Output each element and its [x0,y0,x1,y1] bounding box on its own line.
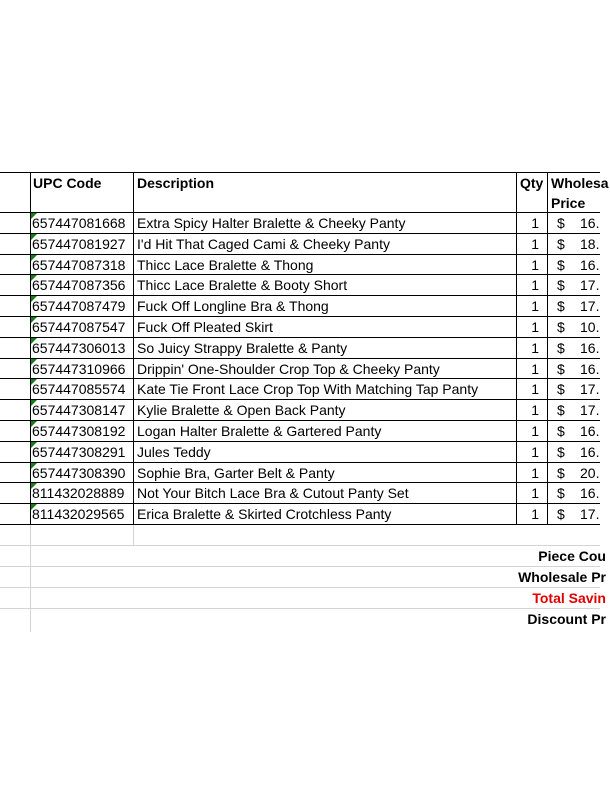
currency-cell[interactable]: $ [557,506,565,523]
description-cell[interactable]: Thicc Lace Bralette & Thong [137,256,314,273]
currency-cell[interactable]: $ [557,360,565,377]
qty-cell[interactable]: 1 [531,256,539,273]
currency-cell[interactable]: $ [557,423,565,439]
price-cell[interactable]: 17. [580,506,600,523]
currency-cell[interactable]: $ [557,339,565,356]
description-cell[interactable]: Fuck Off Longline Bra & Thong [137,298,329,315]
upc-cell[interactable]: 811432029565 [32,506,125,523]
description-cell[interactable]: Kylie Bralette & Open Back Panty [137,402,346,419]
upc-cell[interactable]: 657447308291 [32,443,126,460]
description-cell[interactable]: So Juicy Strappy Bralette & Panty [137,339,348,356]
description-cell[interactable]: Extra Spicy Halter Bralette & Cheeky Panty [137,215,406,231]
total-savings-label: Total Savin [532,590,606,606]
header-qty: Qty [520,175,544,191]
upc-cell[interactable]: 657447087547 [32,319,126,335]
column-border [547,172,548,524]
qty-cell[interactable]: 1 [531,402,539,419]
wholesale-price-label: Wholesale Pr [518,569,606,585]
price-cell[interactable]: 16. [580,423,600,439]
currency-cell[interactable]: $ [557,485,565,502]
qty-cell[interactable]: 1 [531,464,539,481]
header-description: Description [137,175,215,191]
price-cell[interactable]: 16. [580,485,600,502]
qty-cell[interactable]: 1 [531,381,539,398]
upc-cell[interactable]: 657447308147 [32,402,126,419]
header-wholesale-price: Wholesa [551,175,609,191]
qty-cell[interactable]: 1 [531,423,539,439]
qty-cell[interactable]: 1 [531,215,539,231]
upc-cell[interactable]: 657447310966 [32,360,126,377]
price-cell[interactable]: 20. [580,464,600,481]
qty-cell[interactable]: 1 [531,277,539,294]
price-cell[interactable]: 17. [580,298,600,315]
price-cell[interactable]: 17. [580,402,600,419]
row-gridline [0,587,600,588]
description-cell[interactable]: Jules Teddy [137,443,211,460]
price-cell[interactable]: 16. [580,443,600,460]
header-wholesale-price-line2: Price [551,195,586,211]
price-cell[interactable]: 16. [580,360,600,377]
discount-price-label: Discount Pr [527,611,606,627]
row-gridline [0,608,600,609]
qty-cell[interactable]: 1 [531,506,539,523]
description-cell[interactable]: Logan Halter Bralette & Gartered Panty [137,423,382,439]
description-cell[interactable]: Thicc Lace Bralette & Booty Short [137,277,348,294]
upc-cell[interactable]: 811432028889 [32,485,125,502]
currency-cell[interactable]: $ [557,381,565,398]
qty-cell[interactable]: 1 [531,485,539,502]
description-cell[interactable]: I'd Hit That Caged Cami & Cheeky Panty [137,235,390,252]
price-cell[interactable]: 16. [580,215,600,231]
qty-cell[interactable]: 1 [531,298,539,315]
price-cell[interactable]: 16. [580,256,600,273]
upc-cell[interactable]: 657447087318 [32,256,126,273]
description-cell[interactable]: Fuck Off Pleated Skirt [137,319,273,335]
description-cell[interactable]: Drippin' One-Shoulder Crop Top & Cheeky Panty [137,360,440,377]
price-cell[interactable]: 16. [580,339,600,356]
qty-cell[interactable]: 1 [531,339,539,356]
currency-cell[interactable]: $ [557,215,565,231]
row-gridline [0,545,600,546]
currency-cell[interactable]: $ [557,464,565,481]
qty-cell[interactable]: 1 [531,235,539,252]
piece-count-label: Piece Cou [538,548,606,564]
qty-cell[interactable]: 1 [531,443,539,460]
column-border [30,172,31,524]
upc-cell[interactable]: 657447087356 [32,277,126,294]
row-gridline [0,566,600,567]
description-cell[interactable]: Erica Bralette & Skirted Crotchless Panty [137,506,392,523]
price-cell[interactable]: 17. [580,277,600,294]
currency-cell[interactable]: $ [557,402,565,419]
upc-cell[interactable]: 657447308192 [32,423,126,439]
upc-cell[interactable]: 657447085574 [32,381,126,398]
price-cell[interactable]: 10. [580,319,600,335]
currency-cell[interactable]: $ [557,319,565,335]
upc-cell[interactable]: 657447081927 [32,235,126,252]
header-upc-code: UPC Code [33,175,102,191]
upc-cell[interactable]: 657447081668 [32,215,126,231]
price-cell[interactable]: 18. [580,235,600,252]
upc-cell[interactable]: 657447087479 [32,298,126,315]
currency-cell[interactable]: $ [557,443,565,460]
currency-cell[interactable]: $ [557,298,565,315]
column-gridline [30,524,31,632]
description-cell[interactable]: Kate Tie Front Lace Crop Top With Matching Tap Panty [137,381,479,398]
currency-cell[interactable]: $ [557,235,565,252]
price-cell[interactable]: 17. [580,381,600,398]
qty-cell[interactable]: 1 [531,360,539,377]
description-cell[interactable]: Sophie Bra, Garter Belt & Panty [137,464,335,481]
currency-cell[interactable]: $ [557,277,565,294]
column-border [133,172,134,524]
currency-cell[interactable]: $ [557,256,565,273]
description-cell[interactable]: Not Your Bitch Lace Bra & Cutout Panty Set [137,485,409,502]
upc-cell[interactable]: 657447308390 [32,464,126,481]
column-gridline [133,524,134,546]
qty-cell[interactable]: 1 [531,319,539,335]
upc-cell[interactable]: 657447306013 [32,339,126,356]
